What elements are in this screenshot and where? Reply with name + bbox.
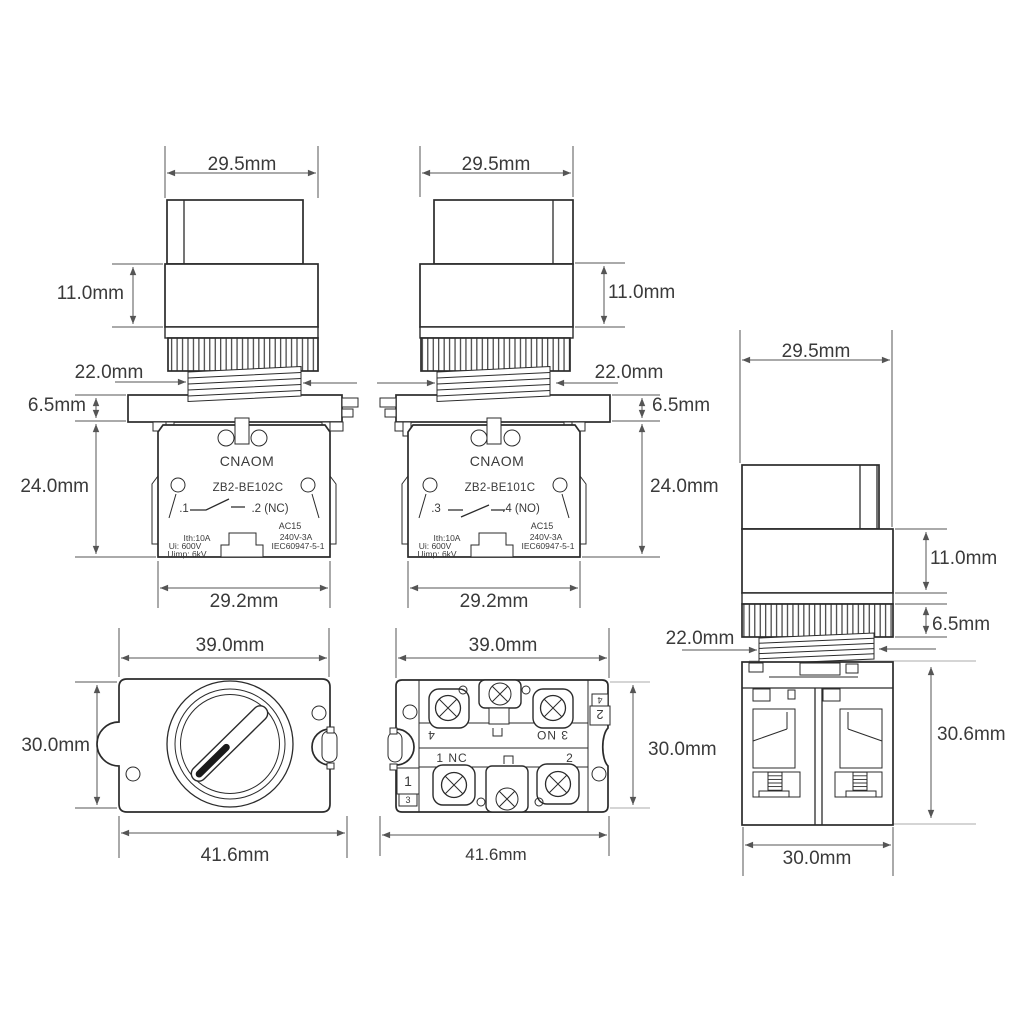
anti-rotation-tab-bottom-view (388, 728, 402, 770)
dim-6-5-nc: 6.5mm (27, 395, 86, 416)
view-front-no (377, 146, 719, 612)
dim-39-0-bottom: 39.0mm (468, 635, 538, 656)
dim-11-0-nc: 11.0mm (56, 283, 124, 304)
terminal-screw-right (853, 772, 867, 791)
terminal-screw-left (768, 772, 782, 791)
rating-std-nc: IEC60947-5-1 (271, 541, 325, 551)
tag-3: 3 (405, 795, 411, 805)
dim-22-0-no: 22.0mm (594, 362, 664, 383)
side-contact-block-section (742, 662, 893, 825)
brand-label-nc: CNAOM (219, 453, 275, 469)
dim-30-0-top: 30.0mm (21, 735, 90, 756)
tag-2-rotated: 2 (596, 707, 604, 722)
tag-1: 1 (404, 773, 412, 789)
model-label-no: ZB2-BE101C (464, 482, 536, 494)
label-1-nc: 1 NC (436, 751, 468, 765)
dim-29-5-nc: 29.5mm (207, 154, 277, 175)
view-side (666, 330, 1006, 876)
tag-4-rotated: 4 (597, 695, 603, 705)
dim-29-5-side: 29.5mm (781, 341, 851, 362)
label-4-rotated: 4 (427, 728, 435, 742)
dim-29-2-nc: 29.2mm (209, 591, 279, 612)
knob-head-no (434, 200, 573, 264)
dim-30-6-side: 30.6mm (937, 724, 1006, 745)
dim-24-0-nc: 24.0mm (20, 476, 89, 497)
switch-body-no (420, 264, 573, 327)
top-view-plate (97, 679, 330, 812)
dim-30-0-bottom: 30.0mm (648, 739, 717, 760)
thread-bushing-side (759, 633, 874, 664)
dim-30-0-side: 30.0mm (782, 848, 852, 869)
label-3-no-rotated: 3 NO (535, 728, 569, 742)
anti-rotation-tab-top-view (322, 727, 337, 769)
dim-6-5-side: 6.5mm (932, 614, 991, 635)
mounting-flange-no (396, 395, 610, 422)
switch-body-side (742, 529, 893, 593)
dim-11-0-no: 11.0mm (608, 282, 676, 303)
rating-ac15-nc: AC15 (278, 521, 302, 531)
brand-label-no: CNAOM (469, 453, 525, 469)
dim-41-6-top: 41.6mm (200, 845, 270, 866)
body-collar-no (420, 327, 573, 338)
dim-11-0-side: 11.0mm (930, 548, 998, 569)
dim-39-0-top: 39.0mm (195, 635, 265, 656)
body-collar-nc (165, 327, 318, 338)
rating-volt-nc: 240V-3A (279, 532, 313, 542)
rating-ith-no: Ith:10A (433, 533, 461, 543)
rating-std-no: IEC60947-5-1 (521, 541, 575, 551)
rating-ui-no: Ui: 600V (418, 541, 452, 551)
rating-ith-nc: Ith:10A (183, 533, 211, 543)
terminal-2-nc-label: .2 (NC) (251, 503, 289, 515)
label-2: 2 (566, 751, 574, 765)
model-label-nc: ZB2-BE102C (212, 482, 284, 494)
view-top (21, 628, 347, 866)
knurled-ring-no (421, 338, 570, 371)
dim-22-0-nc: 22.0mm (74, 362, 144, 383)
terminal-4-no-label: .4 (NO) (502, 503, 540, 515)
dim-22-0-side: 22.0mm (665, 628, 735, 649)
view-front-nc (20, 146, 358, 612)
knurled-ring-side (742, 604, 893, 637)
view-bottom (380, 628, 717, 864)
knob-head-side (742, 465, 879, 529)
dim-41-6-bottom: 41.6mm (465, 845, 527, 864)
dim-29-5-no: 29.5mm (461, 154, 531, 175)
thread-bushing-no (437, 367, 550, 402)
dim-6-5-no: 6.5mm (652, 395, 711, 416)
rating-volt-no: 240V-3A (529, 532, 563, 542)
knob-head-nc (167, 200, 303, 264)
switch-body-nc (165, 264, 318, 327)
thread-bushing-nc (188, 367, 301, 402)
rating-uimp-nc: Uimp: 6kV (167, 549, 207, 559)
rating-uimp-no: Uimp: 6kV (417, 549, 457, 559)
terminal-1-label: .1 (179, 503, 189, 515)
rating-ac15-no: AC15 (530, 521, 554, 531)
terminal-3-label: .3 (431, 503, 441, 515)
dim-29-2-no: 29.2mm (459, 591, 529, 612)
dim-24-0-no: 24.0mm (650, 476, 719, 497)
body-collar-side (742, 593, 893, 604)
rating-ui-nc: Ui: 600V (168, 541, 202, 551)
knurled-ring-nc (168, 338, 318, 371)
